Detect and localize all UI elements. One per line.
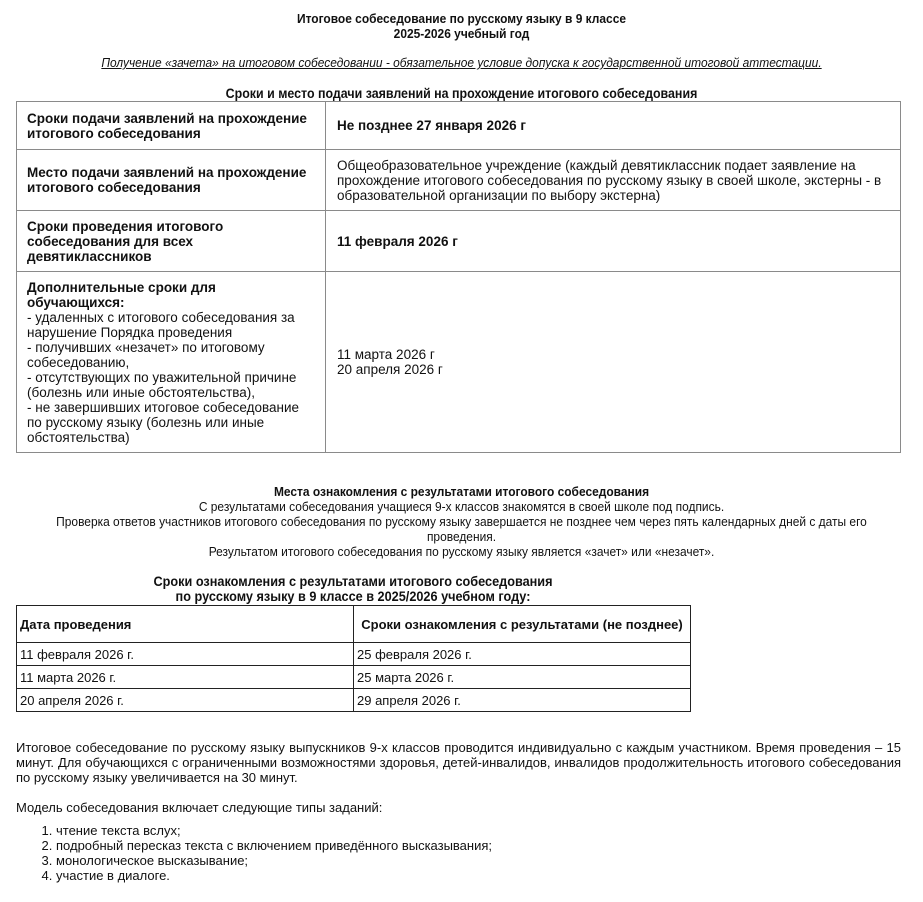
row-key: Сроки подачи заявлений на прохождение итогового собеседования [17,102,326,150]
results-dates-title-line-2: по русскому языку в 9 классе в 2025/2026 учебном году: [175,589,531,604]
title-line-1: Итоговое собеседование по русскому языку в 9 классе [296,11,627,26]
cell-deadline: 29 апреля 2026 г. [354,689,691,712]
table-row [17,211,901,272]
table-row [17,666,691,689]
category-item: - получивших «незачет» по итоговому собеседованию, [27,339,265,370]
row-value [326,272,901,453]
table-row [17,272,901,453]
row-key [17,272,326,453]
list-item: 4. участие в диалоге. [56,868,492,883]
results-places-section [37,484,886,559]
results-line-3: Результатом итогового собеседования по русскому языку является «зачет» или «незачет». [208,544,715,559]
admission-note: Получение «зачета» на итоговом собеседовании - обязательное условие допуска к государственной итоговой аттестации. [101,55,822,70]
column-header-deadline: Сроки ознакомления с результатами (не позднее) [354,606,691,643]
duration-paragraph: Итоговое собеседование по русскому языку выпускников 9-х классов проводится индивидуально с каждым участником. Время проведения – 15 минут. Для обучающихся с ограниченными возможностями здоровья, детей-инвалидов, инвалидов продолжительность итогового собеседования по русскому языку увеличивается на 30 минут. [16,740,901,785]
table-row [17,102,901,150]
results-line-2: Проверка ответов участников итогового собеседования по русскому языку завершается не позднее чем через пять календарных дней с даты его проведения. [56,514,867,544]
results-line-1: С результатами собеседования учащиеся 9-х классов знакомятся в своей школе под подпись. [198,499,725,514]
list-item: 1. чтение текста вслух; [56,823,492,838]
row-value: Общеобразовательное учреждение (каждый девятиклассник подает заявление на прохождение итогового собеседования по русскому языку в своей школе, экстерны - в образовательной организации по выбору экстерна) [326,150,901,211]
applications-table [16,101,901,453]
page-title [37,11,886,41]
task-types-list [40,823,492,883]
cell-deadline: 25 февраля 2026 г. [354,643,691,666]
results-places-title: Места ознакомления с результатами итогового собеседования [273,484,650,499]
category-item: - не завершивших итоговое собеседование по русскому языку (болезнь или иные обстоятельства) [27,399,299,445]
additional-dates-heading: Дополнительные сроки для обучающихся: [27,279,216,310]
applications-section-title: Сроки и место подачи заявлений на прохождение итогового собеседования [225,86,698,101]
table-row [17,643,691,666]
title-line-2: 2025-2026 учебный год [393,26,530,41]
column-header-date: Дата проведения [17,606,354,643]
row-value: Не позднее 27 января 2026 г [326,102,901,150]
results-dates-title-line-1: Сроки ознакомления с результатами итогового собеседования [153,574,553,589]
cell-date: 20 апреля 2026 г. [17,689,354,712]
model-intro: Модель собеседования включает следующие типы заданий: [16,800,383,815]
row-key: Место подачи заявлений на прохождение итогового собеседования [17,150,326,211]
category-item: - удаленных с итогового собеседования за нарушение Порядка проведения [27,309,295,340]
table-header-row [17,606,691,643]
table-row [17,689,691,712]
additional-date-2: 20 апреля 2026 г [337,362,443,377]
list-item: 2. подробный пересказ текста с включением приведённого высказывания; [56,838,492,853]
cell-date: 11 февраля 2026 г. [17,643,354,666]
row-key: Сроки проведения итогового собеседования для всех девятиклассников [17,211,326,272]
cell-deadline: 25 марта 2026 г. [354,666,691,689]
results-dates-title [36,574,670,604]
table-row [17,150,901,211]
category-item: - отсутствующих по уважительной причине (болезнь или иные обстоятельства), [27,369,297,400]
list-item: 3. монологическое высказывание; [56,853,492,868]
row-value: 11 февраля 2026 г [326,211,901,272]
cell-date: 11 марта 2026 г. [17,666,354,689]
additional-date-1: 11 марта 2026 г [337,347,435,362]
results-dates-table [16,605,691,712]
